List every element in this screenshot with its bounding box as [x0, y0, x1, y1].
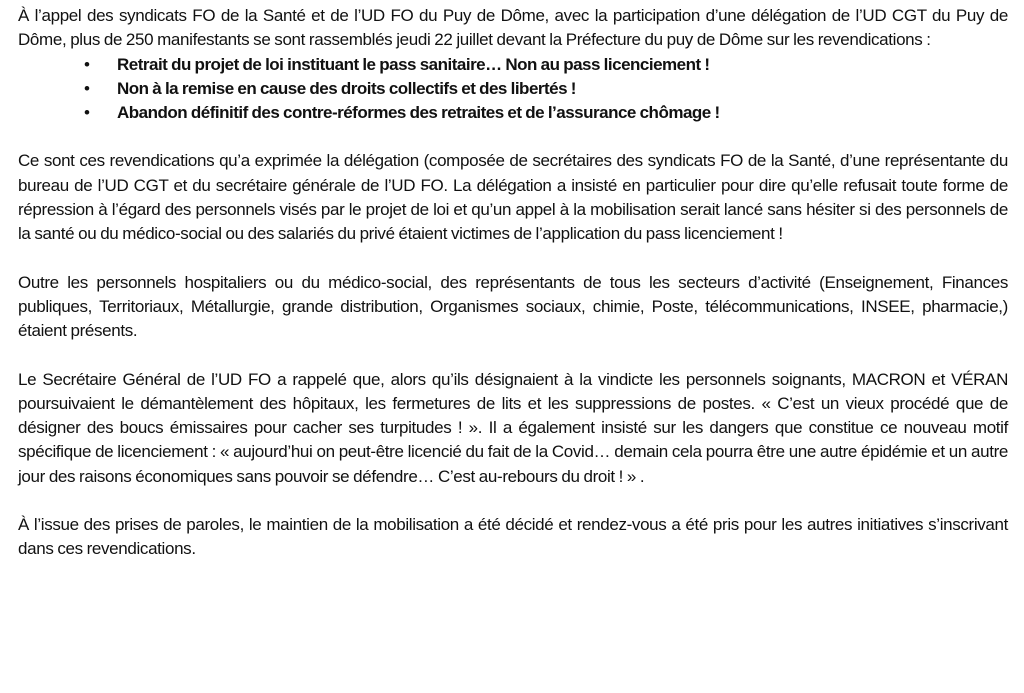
secretary-speech-paragraph: Le Secrétaire Général de l’UD FO a rappelé que, alors qu’ils désignaient à la vindicte les personnels soignants, MACRON et VÉRAN poursuivaient le démantèlement des hôpitaux, les fermetures de lits et les suppressions de postes. « C’est un vieux procédé que de désigner des boucs émissaires pour cacher ses turpitudes ! ». Il a également insisté sur les dangers que constitue ce nouveau motif spécifique de licenciement : « aujourd’hui on peut-être licencié du fait de la Covid… demain cela pourra être une autre épidémie et un autre jour des raisons économiques sans pouvoir se défendre… C’est au-rebours du droit ! » .	[18, 369, 1008, 486]
demand-text: Retrait du projet de loi instituant le pass sanitaire… Non au pass licenciement !	[117, 54, 710, 74]
demand-text: Abandon définitif des contre-réformes des retraites et de l’assurance chômage !	[117, 103, 720, 123]
document-body	[18, 4, 1008, 562]
demand-text: Non à la remise en cause des droits collectifs et des libertés !	[117, 78, 576, 98]
intro-paragraph: À l’appel des syndicats FO de la Santé et de l’UD FO du Puy de Dôme, avec la participation d’une délégation de l’UD CGT du Puy de Dôme, plus de 250 manifestants se sont rassemblés jeudi 22 juillet devant la Préfecture du puy de Dôme sur les revendications :	[18, 6, 1008, 50]
list-item	[18, 53, 1008, 77]
bullet-icon: •	[84, 54, 90, 74]
bullet-icon: •	[84, 78, 90, 98]
list-item	[18, 77, 1008, 101]
list-item	[18, 101, 1008, 125]
demands-list	[18, 53, 1008, 126]
delegation-paragraph: Ce sont ces revendications qu’a exprimée la délégation (composée de secrétaires des syndicats FO de la Santé, d’une représentante du bureau de l’UD CGT et du secrétaire générale de l’UD FO. La délégation a insisté en particulier pour dire qu’elle refusait toute forme de répression à l’égard des personnels visés par le projet de loi et qu’un appel à la mobilisation serait lancé sans hésiter si des personnels de la santé ou du médico-social ou des salariés du privé étaient victimes de l’application du pass licenciement !	[18, 151, 1008, 244]
conclusion-paragraph: À l’issue des prises de paroles, le maintien de la mobilisation a été décidé et rendez-vous a été pris pour les autres initiatives s’inscrivant dans ces revendications.	[18, 515, 1008, 559]
bullet-icon: •	[84, 103, 90, 123]
sectors-paragraph: Outre les personnels hospitaliers ou du médico-social, des représentants de tous les secteurs d’activité (Enseignement, Finances publiques, Territoriaux, Métallurgie, grande distribution, Organismes sociaux, chimie, Poste, télécommunications, INSEE, pharmacie,) étaient présents.	[18, 272, 1008, 341]
